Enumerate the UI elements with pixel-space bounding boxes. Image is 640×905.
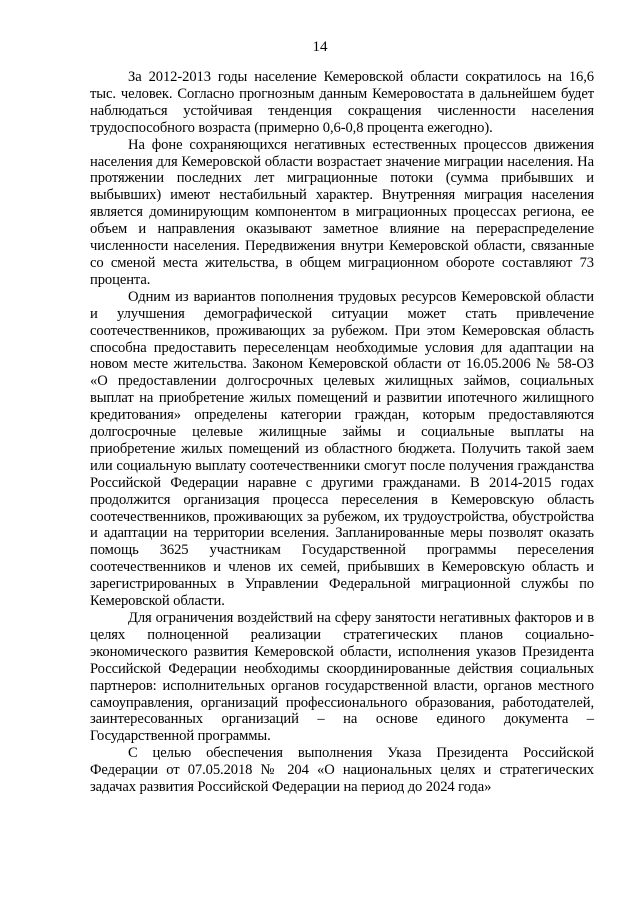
paragraph-employment-coordination: Для ограничения воздействий на сферу занятости негативных факторов и в целях полноценной реализации стратегических планов социально-экономического развития Кемеровской области, исполнения указов Президента Российской Федерации необходимы скоординированные действия социальных партнеров: исполнительных органов государственной власти, органов местного самоуправления, организаций профессионального образования, работодателей, заинтересованных организаций – на основе единого документа – Государственной программы. [90,610,594,745]
paragraph-population-decline: За 2012-2013 годы население Кемеровской области сократилось на 16,6 тыс. человек. Согласно прогнозным данным Кемеровостата в дальнейшем будет наблюдаться устойчивая тенденция сокращения численности населения трудоспособного возраста (примерно 0,6-0,8 процента ежегодно). [90,69,594,136]
page-number: 14 [312,39,328,55]
paragraph-compatriots-resettlement: Одним из вариантов пополнения трудовых ресурсов Кемеровской области и улучшения демографической ситуации может стать привлечение соотечественников, проживающих за рубежом. При этом Кемеровская область способна предоставить переселенцам необходимые условия для адаптации на новом месте жительства. Законом Кемеровской области от 16.05.2006 № 58-ОЗ «О предоставлении долгосрочных целевых жилищных займов, социальных выплат на приобретение жилых помещений и развитии ипотечного жилищного кредитования» определены категории граждан, которым предоставляются долгосрочные целевые жилищные займы и социальные выплаты на приобретение жилых помещений из областного бюджета. Получить такой заем или социальную выплату соотечественники смогут после получения гражданства Российской Федерации наравне с другими гражданами. В 2014-2015 годах продолжится организация процесса переселения в Кемеровскую область соотечественников, проживающих за рубежом, их трудоустройства, обустройства и адаптации на территории вселения. Запланированные меры позволят оказать помощь 3625 участникам Государственной программы переселения соотечественников и членов их семей, прибывших в Кемеровскую область и зарегистрированных в Управлении Федеральной миграционной службы по Кемеровской области. [90,288,594,610]
document-body [90,69,594,796]
paragraph-migration: На фоне сохраняющихся негативных естественных процессов движения населения для Кемеровской области возрастает значение миграции населения. На протяжении последних лет миграционные потоки (сумма прибывших и выбывших) имеют нестабильный характер. Внутренняя миграция населения является доминирующим компонентом в миграционных процессах региона, ее объем и направления оказывают заметное влияние на перераспределение численности населения. Передвижения внутри Кемеровской области, связанные со сменой места жительства, в общем миграционном обороте составляют 73 процента. [90,136,594,288]
paragraph-presidential-decree: С целью обеспечения выполнения Указа Президента Российской Федерации от 07.05.2018 № 204 «О национальных целях и стратегических задачах развития Российской Федерации на период до 2024 года» [90,745,594,796]
